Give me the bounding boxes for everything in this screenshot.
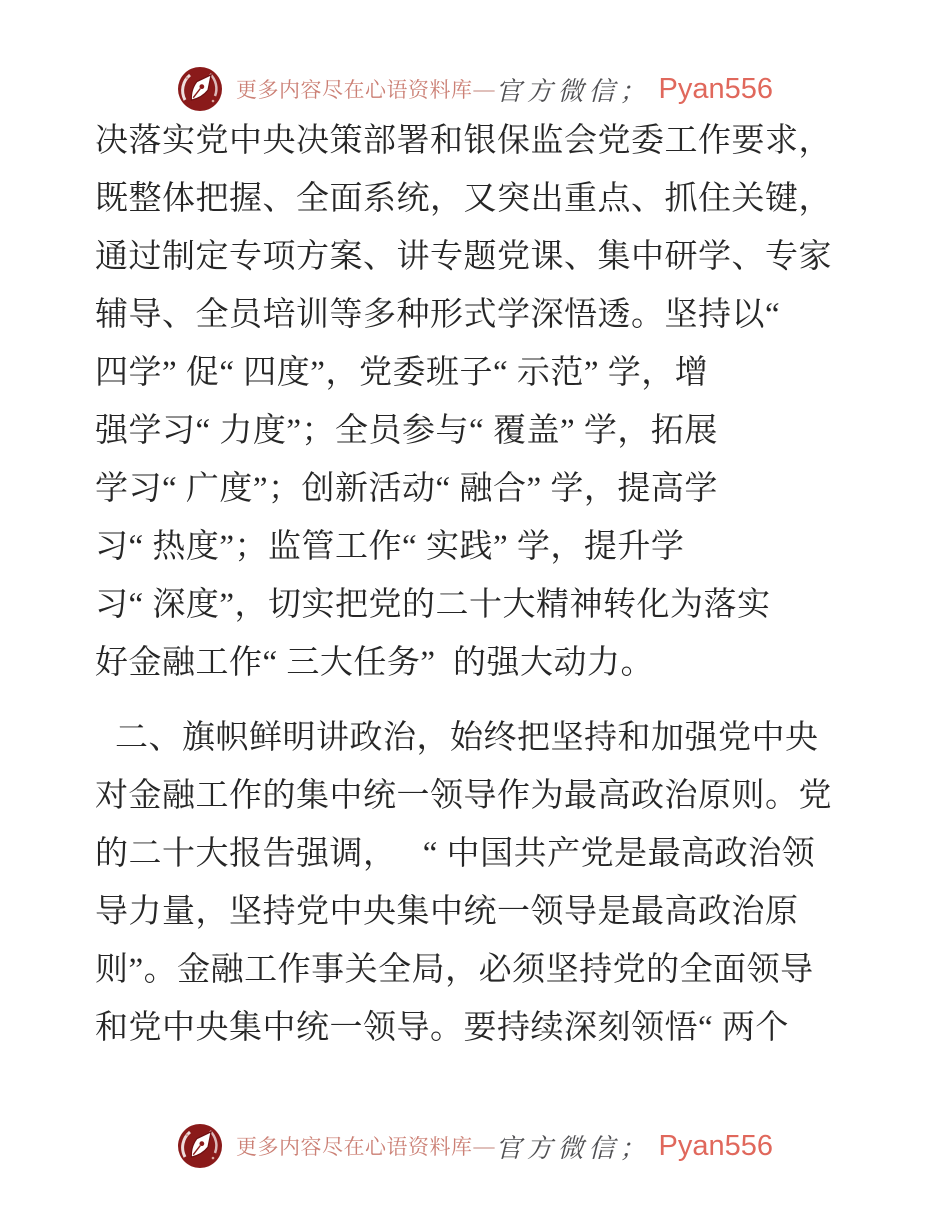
pen-nib-logo-icon bbox=[177, 1123, 223, 1169]
pen-nib-logo-icon bbox=[177, 66, 223, 112]
text-line: 和党中央集中统一领导。要持续深刻领悟“ 两个 bbox=[95, 1010, 789, 1046]
watermark-site-text: 更多内容尽在心语资料库 bbox=[235, 78, 473, 102]
text-line: 既整体把握、全面系统，又突出重点、抓住关键， bbox=[95, 181, 832, 217]
text-line: 辅导、全员培训等多种形式学深悟透。坚持以“ bbox=[95, 297, 781, 333]
text-line: 学习“ 广度”；创新活动“ 融合” 学，提高学 bbox=[95, 471, 718, 507]
watermark-wechat-label: 官方微信； bbox=[495, 1133, 651, 1163]
watermark-dash: — bbox=[473, 76, 495, 101]
document-body bbox=[95, 112, 855, 1057]
watermark-wechat-id: Pyan556 bbox=[658, 72, 773, 105]
text-line: 二、旗帜鲜明讲政治，始终把坚持和加强党中央 bbox=[115, 720, 819, 756]
text-line: 强学习“ 力度”；全员参与“ 覆盖” 学，拓展 bbox=[95, 413, 718, 449]
paragraph-2 bbox=[95, 709, 855, 1057]
text-line: 则”。金融工作事关全局，必须坚持党的全面领导 bbox=[95, 952, 814, 988]
text-line: 导力量，坚持党中央集中统一领导是最高政治原 bbox=[95, 894, 799, 930]
text-line: 习“ 热度”；监管工作“ 实践” 学，提升学 bbox=[95, 529, 685, 565]
text-line: 的二十大报告强调， “ 中国共产党是最高政治领 bbox=[95, 836, 816, 872]
watermark-site-text: 更多内容尽在心语资料库 bbox=[235, 1135, 473, 1159]
text-line: 对金融工作的集中统一领导作为最高政治原则。党 bbox=[95, 778, 832, 814]
watermark-wechat-id: Pyan556 bbox=[658, 1129, 773, 1162]
watermark-wechat-label: 官方微信； bbox=[495, 76, 651, 106]
watermark-dash: — bbox=[473, 1133, 495, 1158]
text-line: 好金融工作“ 三大任务” 的强大动力。 bbox=[95, 645, 655, 681]
text-line: 习“ 深度”，切实把党的二十大精神转化为落实 bbox=[95, 587, 771, 623]
watermark-footer bbox=[0, 1120, 950, 1172]
text-line: 决落实党中央决策部署和银保监会党委工作要求， bbox=[95, 123, 832, 159]
paragraph-1 bbox=[95, 112, 855, 692]
text-line: 四学” 促“ 四度”，党委班子“ 示范” 学，增 bbox=[95, 355, 709, 391]
text-line: 通过制定专项方案、讲专题党课、集中研学、专家 bbox=[95, 239, 832, 275]
watermark-header bbox=[0, 63, 950, 115]
